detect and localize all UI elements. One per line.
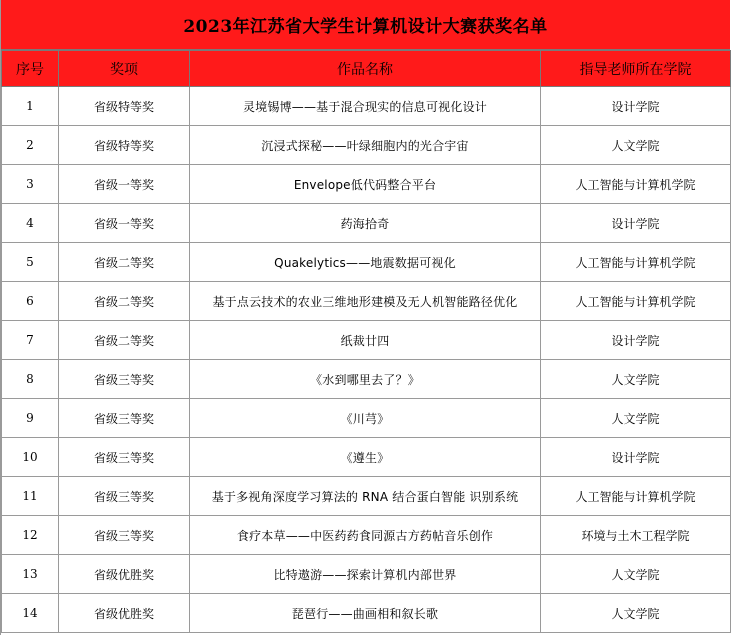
award-table	[1, 50, 731, 633]
cell-college[interactable]: 人工智能与计算机学院	[541, 477, 731, 516]
cell-no[interactable]: 10	[2, 438, 59, 477]
cell-college[interactable]: 人文学院	[541, 126, 731, 165]
header-row	[2, 51, 731, 87]
cell-no[interactable]: 6	[2, 282, 59, 321]
table-row	[2, 321, 731, 360]
cell-no[interactable]: 11	[2, 477, 59, 516]
cell-no[interactable]: 2	[2, 126, 59, 165]
cell-award[interactable]: 省级三等奖	[59, 516, 190, 555]
cell-no[interactable]: 13	[2, 555, 59, 594]
column-header-no[interactable]: 序号	[2, 51, 59, 87]
table-row	[2, 204, 731, 243]
cell-college[interactable]: 人工智能与计算机学院	[541, 282, 731, 321]
cell-award[interactable]: 省级三等奖	[59, 438, 190, 477]
table-row	[2, 399, 731, 438]
cell-no[interactable]: 7	[2, 321, 59, 360]
cell-no[interactable]: 5	[2, 243, 59, 282]
cell-work[interactable]: 基于多视角深度学习算法的 RNA 结合蛋白智能 识别系统	[190, 477, 541, 516]
cell-college[interactable]: 人工智能与计算机学院	[541, 243, 731, 282]
table-row	[2, 477, 731, 516]
cell-work[interactable]: 纸裁廿四	[190, 321, 541, 360]
cell-work[interactable]: 《川芎》	[190, 399, 541, 438]
cell-college[interactable]: 人工智能与计算机学院	[541, 165, 731, 204]
cell-award[interactable]: 省级三等奖	[59, 477, 190, 516]
cell-work[interactable]: 琵琶行——曲画相和叙长歌	[190, 594, 541, 633]
cell-work[interactable]: 《遵生》	[190, 438, 541, 477]
cell-award[interactable]: 省级特等奖	[59, 126, 190, 165]
column-header-college[interactable]: 指导老师所在学院	[541, 51, 731, 87]
cell-no[interactable]: 8	[2, 360, 59, 399]
cell-award[interactable]: 省级一等奖	[59, 204, 190, 243]
cell-work[interactable]: 《水到哪里去了？》	[190, 360, 541, 399]
cell-no[interactable]: 9	[2, 399, 59, 438]
cell-award[interactable]: 省级二等奖	[59, 321, 190, 360]
table-row	[2, 594, 731, 633]
table-row	[2, 438, 731, 477]
cell-no[interactable]: 1	[2, 87, 59, 126]
cell-work[interactable]: Quakelytics——地震数据可视化	[190, 243, 541, 282]
cell-work[interactable]: 药海拾奇	[190, 204, 541, 243]
cell-work[interactable]: 沉浸式探秘——叶绿细胞内的光合宇宙	[190, 126, 541, 165]
cell-college[interactable]: 设计学院	[541, 204, 731, 243]
cell-college[interactable]: 人文学院	[541, 360, 731, 399]
cell-no[interactable]: 3	[2, 165, 59, 204]
cell-award[interactable]: 省级一等奖	[59, 165, 190, 204]
cell-award[interactable]: 省级优胜奖	[59, 594, 190, 633]
table-row	[2, 516, 731, 555]
table-row	[2, 555, 731, 594]
cell-college[interactable]: 人文学院	[541, 399, 731, 438]
table-row	[2, 360, 731, 399]
cell-college[interactable]: 设计学院	[541, 438, 731, 477]
cell-award[interactable]: 省级三等奖	[59, 360, 190, 399]
cell-work[interactable]: 基于点云技术的农业三维地形建模及无人机智能路径优化	[190, 282, 541, 321]
table-row	[2, 243, 731, 282]
cell-award[interactable]: 省级二等奖	[59, 282, 190, 321]
cell-college[interactable]: 人文学院	[541, 594, 731, 633]
table-row	[2, 126, 731, 165]
title-bar	[1, 0, 730, 50]
cell-college[interactable]: 环境与土木工程学院	[541, 516, 731, 555]
cell-college[interactable]: 设计学院	[541, 87, 731, 126]
cell-college[interactable]: 人文学院	[541, 555, 731, 594]
cell-work[interactable]: 比特遨游——探索计算机内部世界	[190, 555, 541, 594]
table-row	[2, 165, 731, 204]
table-row	[2, 282, 731, 321]
cell-work[interactable]: 灵境锡博——基于混合现实的信息可视化设计	[190, 87, 541, 126]
cell-award[interactable]: 省级三等奖	[59, 399, 190, 438]
column-header-award[interactable]: 奖项	[59, 51, 190, 87]
column-header-work[interactable]: 作品名称	[190, 51, 541, 87]
cell-work[interactable]: Envelope低代码整合平台	[190, 165, 541, 204]
cell-award[interactable]: 省级特等奖	[59, 87, 190, 126]
sheet-title: 2023年江苏省大学生计算机设计大赛获奖名单	[183, 17, 548, 37]
table-row	[2, 87, 731, 126]
cell-award[interactable]: 省级二等奖	[59, 243, 190, 282]
cell-no[interactable]: 14	[2, 594, 59, 633]
cell-college[interactable]: 设计学院	[541, 321, 731, 360]
cell-no[interactable]: 4	[2, 204, 59, 243]
cell-work[interactable]: 食疗本草——中医药药食同源古方药帖音乐创作	[190, 516, 541, 555]
cell-award[interactable]: 省级优胜奖	[59, 555, 190, 594]
cell-no[interactable]: 12	[2, 516, 59, 555]
